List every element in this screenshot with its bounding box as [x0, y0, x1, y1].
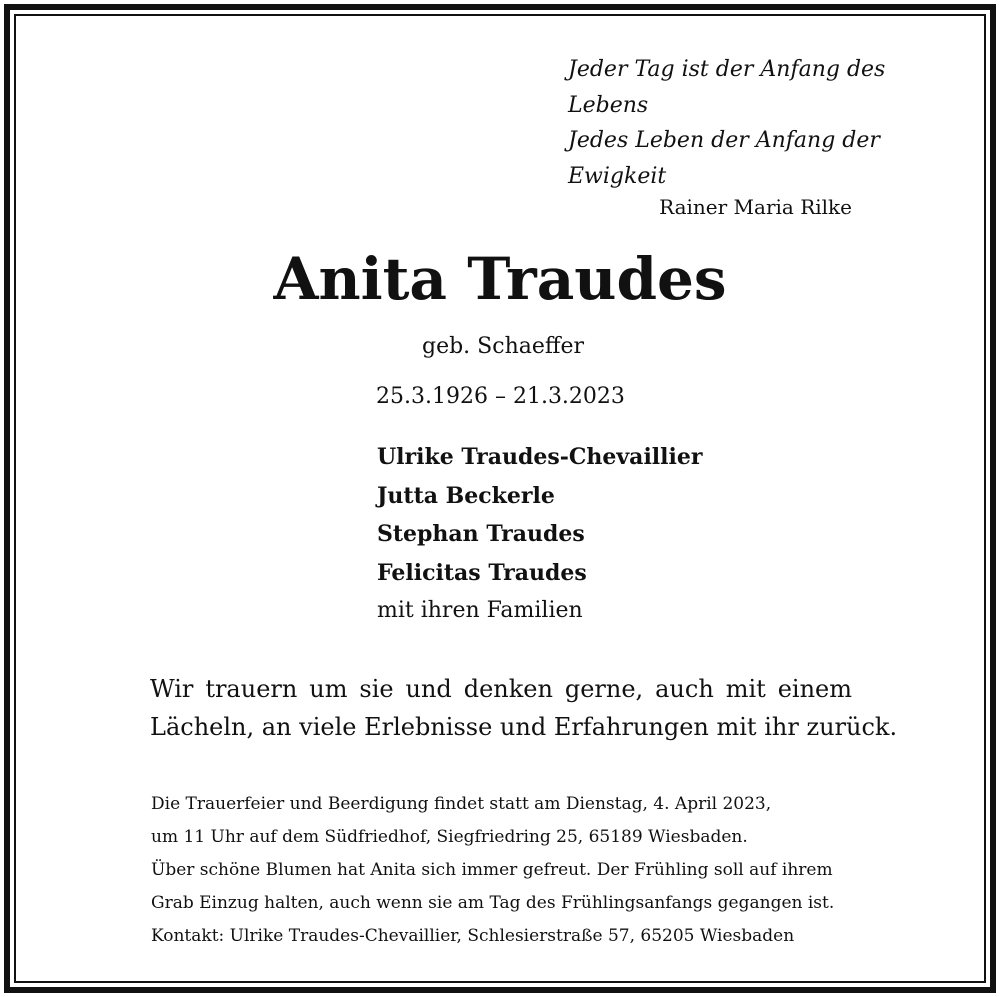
mourner-name: Felicitas Traudes — [377, 559, 587, 586]
quote-line: Lebens — [568, 92, 649, 118]
details-line: um 11 Uhr auf dem Südfriedhof, Siegfriedring 25, 65189 Wiesbaden. — [151, 827, 748, 847]
statement-line: Lächeln, an viele Erlebnisse und Erfahrungen mit ihr zurück. — [150, 713, 898, 741]
details-line: Die Trauerfeier und Beerdigung findet statt am Dienstag, 4. April 2023, — [151, 794, 772, 814]
mourner-name: Jutta Beckerle — [377, 482, 555, 509]
quote-line: Ewigkeit — [568, 163, 667, 189]
quote-line: Jedes Leben der Anfang der — [568, 128, 880, 153]
quote-author: Rainer Maria Rilke — [659, 195, 852, 219]
mourner-name: Ulrike Traudes-Chevaillier — [377, 444, 703, 470]
details-line: Über schöne Blumen hat Anita sich immer gefreut. Der Frühling soll auf ihrem — [151, 860, 833, 880]
maiden-name: geb. Schaeffer — [422, 334, 585, 359]
details-line: Grab Einzug halten, auch wenn sie am Tag des Frühlingsanfangs gegangen ist. — [151, 893, 835, 913]
quote-line: Jeder Tag ist der Anfang des — [568, 57, 886, 82]
funeral-details — [151, 788, 834, 953]
families-line: mit ihren Familien — [377, 598, 583, 623]
mourning-statement — [150, 670, 898, 746]
quote-block — [568, 52, 886, 194]
deceased-name: Anita Traudes — [273, 245, 727, 313]
statement-line: Wir trauern um sie und denken gerne, auch mit einem — [150, 675, 852, 703]
life-dates: 25.3.1926 – 21.3.2023 — [376, 384, 625, 409]
mourners-list — [377, 438, 702, 592]
contact-line: Kontakt: Ulrike Traudes-Chevaillier, Schlesierstraße 57, 65205 Wiesbaden — [151, 926, 795, 946]
mourner-name: Stephan Traudes — [377, 521, 585, 547]
